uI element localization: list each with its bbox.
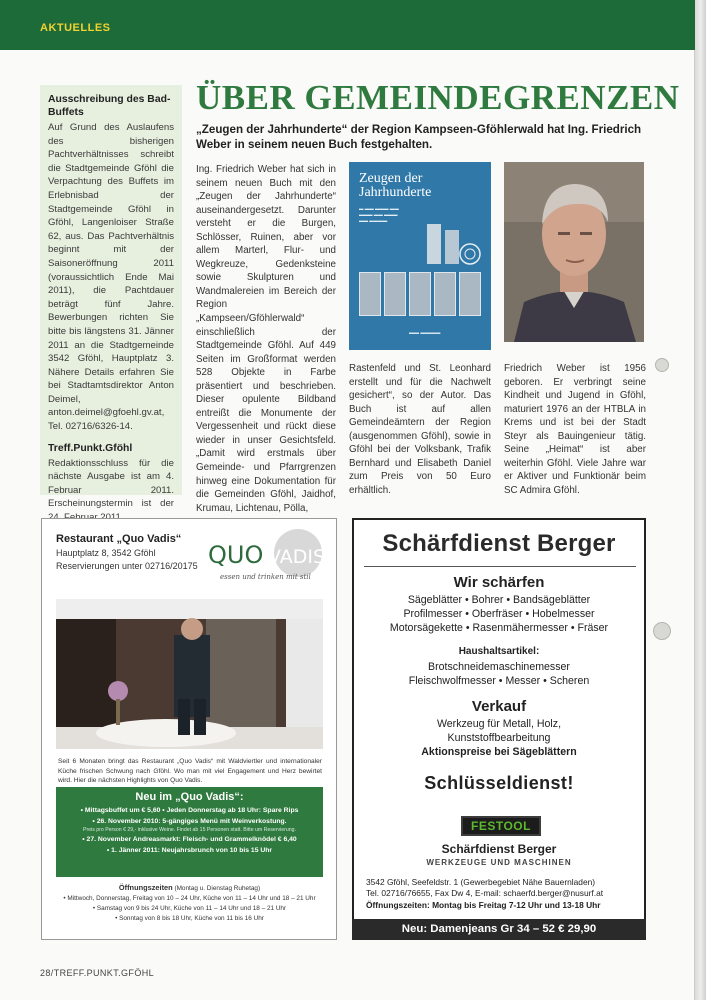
highlight-3: • 27. November Andreasmarkt: Fleisch- und Grammelknödel € 6,40 xyxy=(82,836,297,843)
berger-key-service: Schlüsseldienst! xyxy=(424,773,574,793)
logo-text-quo: QUO xyxy=(208,541,264,569)
berger-company-subtitle: WERKZEUGE UND MASCHINEN xyxy=(426,858,572,867)
highlights-title: Neu im „Quo Vadis“: xyxy=(135,791,244,803)
restaurant-street: Hauptplatz 8, 3542 Gföhl xyxy=(56,548,156,558)
berger-household-line-1: Brotschneidemaschinemesser xyxy=(428,661,570,673)
restaurant-phone: Reservierungen unter 02716/20175 xyxy=(56,561,198,571)
punch-hole xyxy=(653,622,671,640)
sidebar-title-1: Ausschreibung des Bad-Buffets xyxy=(48,94,171,118)
berger-household-line-2: Fleischwolfmesser • Messer • Scheren xyxy=(408,675,590,687)
restaurant-opening-hours xyxy=(56,883,323,924)
book-title: Zeugen der Jahrhunderte xyxy=(359,171,432,200)
berger-address: 3542 Gföhl, Seefeldstr. 1 (Gewerbegebiet Nähe Bauernladen) xyxy=(366,877,596,887)
highlight-2: • 26. November 2010: 5-gängiges Menü mit Weinverkostung. xyxy=(92,818,287,825)
berger-services-heading: Wir schärfen xyxy=(453,574,545,591)
page-footer: 28/TREFF.PUNKT.GFÖHL xyxy=(40,968,155,978)
berger-sales-line-2: Kunststoffbearbeitung xyxy=(447,732,551,744)
article-column-1: Ing. Friedrich Weber hat sich in seinem neuen Buch mit den „Zeugen der Jahrhunderte“ auseinandergesetzt. Darunter versteht er die Burgen, Schlösser, Ruinen, aber vor allem Marterl, Flur- und Wegkreuze, Gedenksteine sowie Skulpturen und Wandmalereien im Bereich der Region „Kampseen/Gföhlerwald“ einschließlich der Stadtgemeinde Gföhl. Auf 449 Seiten im Großformat werden 528 Objekte in Farbe präsentiert und beschrieben. Dieser opulente Bildband entreißt die Monumente der Vergessenheit und rückt diese wieder in unser Gesichtsfeld. „Damit wird erstmals über Gemeinde- und Pfarrgrenzen hinweg eine Dokumentation für die Gemeinden Gföhl, Jaidhof, Krumau, Lichtenau, Pölla, xyxy=(196,164,336,514)
berger-household-heading: Haushaltsartikel: xyxy=(458,646,540,657)
article-column-2: Rastenfeld und St. Leonhard erstellt und für die Nachwelt gesichert“, so der Autor. Das Buch ist auf allen Gemeindeämtern der Region (ausgenommen Gföhl), sowie in Gföhl bei der Volksbank, Trafik Bernhard und Elisabeth Daniel zum Preis von 50 Euro erhältlich. xyxy=(349,363,491,496)
restaurant-address xyxy=(56,547,198,573)
article-column-3: Friedrich Weber ist 1956 geboren. Er verbringt seine Kindheit und Jugend in Gföhl, maturiert 1976 an der HTBLA in Krems und ist bei der Stadt Steyr als Bauingenieur tätig. Seine „Heimat“ ist aber weiterhin Gföhl. Viele Jahre war er Aktiver und Funktionär beim SC Admira Gföhl. xyxy=(504,363,646,496)
book-cover-image xyxy=(349,162,491,350)
section-header-bar xyxy=(0,0,695,50)
berger-services-line-3: Motorsägekette • Rasenmähermesser • Fräser xyxy=(389,622,609,634)
hours-title: Öffnungszeiten xyxy=(118,883,173,892)
berger-advertisement xyxy=(352,518,646,940)
hours-line-2: • Samstag von 9 bis 24 Uhr, Küche von 11 – 14 Uhr und 18 – 21 Uhr xyxy=(92,905,287,912)
author-portrait-photo xyxy=(504,162,644,342)
berger-sales-line-1: Werkzeug für Metall, Holz, xyxy=(436,718,562,730)
page-binding-edge xyxy=(695,0,706,1000)
restaurant-highlights-box xyxy=(56,787,323,877)
berger-offer-bar: Neu: Damenjeans Gr 34 – 52 € 29,90 xyxy=(352,919,646,940)
berger-title: Schärfdienst Berger xyxy=(382,530,616,557)
book-cover-subtitle: ▬ ▬▬ ▬▬▬ ▬▬ ▬▬▬ ▬▬ ▬▬▬ ▬▬ ▬▬▬▬ xyxy=(359,206,399,223)
article-lead: „Zeugen der Jahrhunderte“ der Region Kampseen-Gföhlerwald hat Ing. Friedrich Weber in seinem neuen Buch festgehalten. xyxy=(196,123,642,151)
highlight-1: • Mittagsbuffet um € 5,60 • Jeden Donnerstag ab 18 Uhr: Spare Rips xyxy=(80,807,299,814)
berger-hours: Öffnungszeiten: Montag bis Freitag 7-12 Uhr und 13-18 Uhr xyxy=(366,899,601,910)
sidebar-text-1: Auf Grund des Auslaufens des bisherigen Pachtverhältnisses schreibt die Stadtgemeinde Gföhl die Verpachtung des Buffets im Erlebnisbad der Stadtgemeinde Gföhl in Gföhl, Langenloiser Straße 62, aus. Das Pachtverhältnis beginnt mit der Saisoneröffnung 2011 (voraussichtlich Ende Mai 2011), die Pachtdauer beträgt fünf Jahre. Bewerbungen richten Sie bitte bis längstens 31. Jänner 2011 an die Stadtgemeinde 3542 Gföhl, Hauptplatz 3. Nähere Details erfahren Sie bei Stadtamtsdirektor Anton Deimel, anton.deimel@gfoehl.gv.at, Tel. 02716/6326-14. xyxy=(48,122,174,433)
highlight-2-note: Preis pro Person € 29,- inklusive Weine. Findet ab 15 Personen statt. Bitte um Reservierung. xyxy=(83,827,296,833)
berger-contact-info xyxy=(366,877,638,911)
sidebar-box xyxy=(40,85,182,510)
book-cover-thumbnails xyxy=(359,272,481,316)
berger-contact: Tel. 02716/76655, Fax Dw 4, E-mail: schaerfd.berger@nusurf.at xyxy=(366,888,604,899)
restaurant-name: Restaurant „Quo Vadis“ xyxy=(56,533,182,545)
berger-services-line-2: Profilmesser • Oberfräser • Hobelmesser xyxy=(403,608,595,620)
book-cover-footer: ▬▬ ▬▬▬▬ xyxy=(409,330,441,336)
hours-line-1: • Mittwoch, Donnerstag, Freitag von 10 – 24 Uhr, Küche von 11 – 14 Uhr und 18 – 21 Uhr xyxy=(63,895,316,902)
svg-text:essen und trinken mit stil: essen und trinken mit stil xyxy=(220,573,311,581)
quo-vadis-logo xyxy=(206,529,326,587)
restaurant-interior-photo xyxy=(56,599,323,749)
berger-sales-line-3: Aktionspreise bei Sägeblättern xyxy=(421,746,577,758)
logo-text-vadis: VADIS xyxy=(268,546,326,568)
article-headline: ÜBER GEMEINDEGRENZEN xyxy=(196,78,680,117)
divider xyxy=(364,566,636,567)
highlight-4: • 1. Jänner 2011: Neujahrsbrunch von 10 bis 15 Uhr xyxy=(106,847,273,854)
punch-hole xyxy=(655,358,669,372)
sidebar-text-2: Redaktionsschluss für die nächste Ausgabe ist am 4. Februar 2011. Erscheinungstermin ist der xyxy=(48,457,174,510)
restaurant-advertisement xyxy=(41,518,337,940)
hours-line-3: • Sonntag von 8 bis 18 Uhr, Küche von 11 bis 16 Uhr xyxy=(115,915,264,922)
berger-sales-heading: Verkauf xyxy=(471,698,527,715)
berger-services-line-1: Sägeblätter • Bohrer • Bandsägeblätter xyxy=(407,594,591,606)
sidebar-title-2: Treff.Punkt.Gföhl xyxy=(48,442,133,454)
restaurant-caption: Seit 6 Monaten bringt das Restaurant „Quo Vadis“ mit Waldviertler und internationaler Küche frischen Schwung nach Gföhl. Wo man mit viel Engagement und Herz bewirtet wird. Hier die nächsten Highlights von Quo Vadis. xyxy=(58,758,322,785)
section-tag: AKTUELLES xyxy=(40,22,111,34)
berger-company-name: Schärfdienst Berger xyxy=(441,842,557,856)
hours-note: (Montag u. Dienstag Ruhetag) xyxy=(174,885,261,892)
book-cover-ornament-icon xyxy=(423,220,481,272)
festool-logo: FESTOOL xyxy=(461,816,541,836)
